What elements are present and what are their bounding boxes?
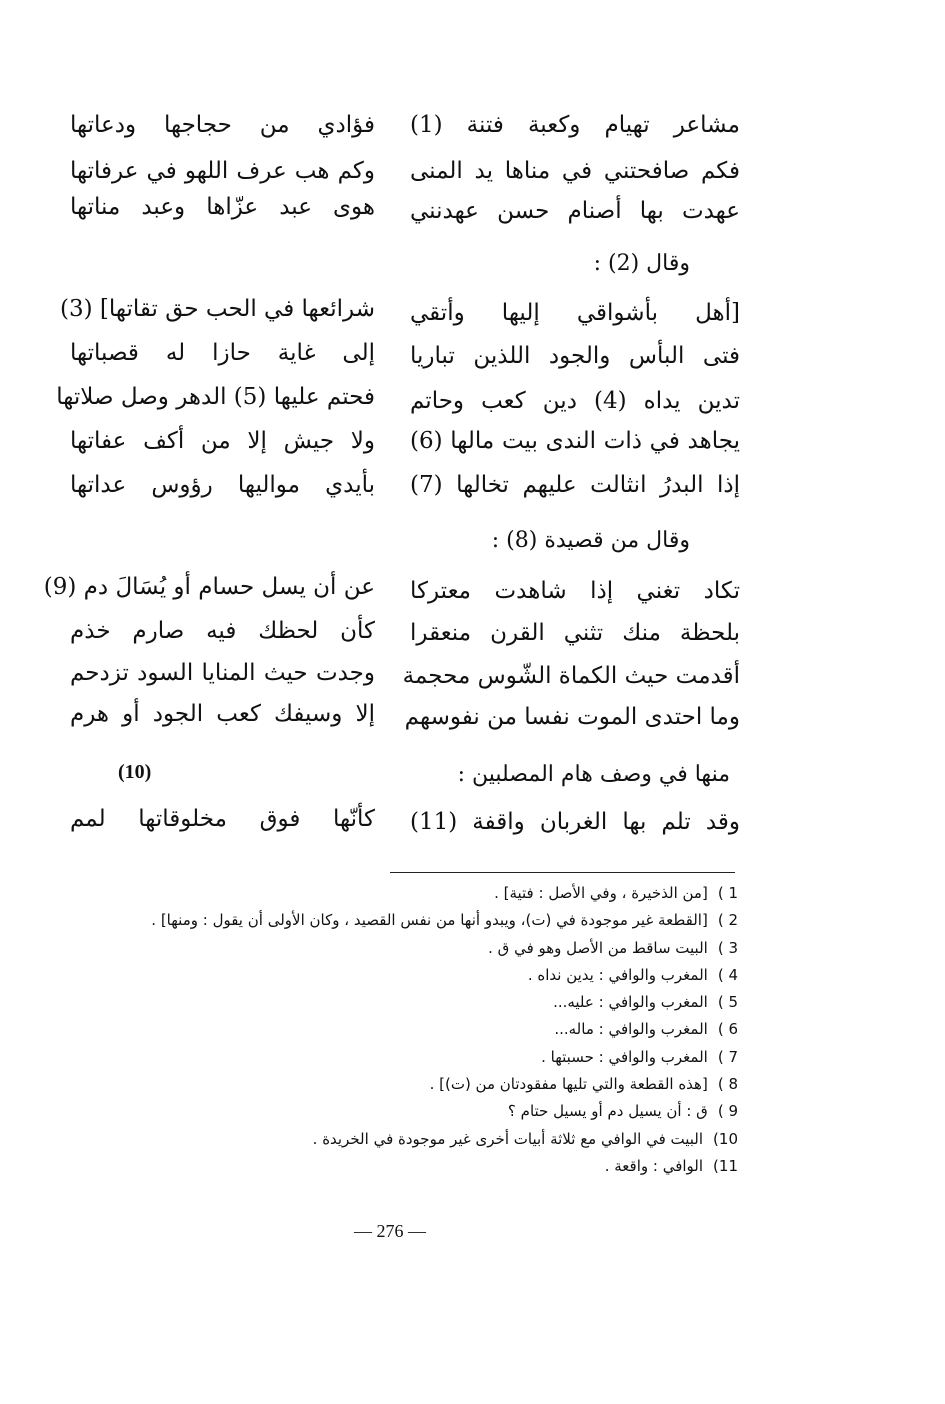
verse-first-hemistich: وما احتدى الموت نفسا من نفوسهم — [404, 704, 740, 730]
verse-second-hemistich: إلى غاية حازا له قصباتها — [70, 340, 375, 366]
footnote-number: 4 ) — [717, 965, 738, 984]
verse-second-hemistich: وكم هب عرف اللهو في عرفاتها — [70, 158, 375, 184]
verse-second-hemistich: بأيدي مواليها رؤوس عداتها — [70, 472, 375, 498]
footnote — [18, 907, 738, 934]
verse-second-hemistich: هوى عبد عزّاها وعبد مناتها — [70, 194, 375, 220]
footnote-text: المغرب والوافي : يدين نداه . — [527, 965, 708, 984]
footnote-number: 2 ) — [717, 911, 738, 930]
footnote-text: البيت في الوافي مع ثلاثة أبيات أخرى غير موجودة في الخريدة . — [312, 1129, 704, 1148]
verse-second-hemistich: عن أن يسل حسام أو يُسَالَ دم (9) — [43, 574, 375, 600]
verse-first-hemistich: [أهل بأشواقي إليها وأتقي — [410, 300, 740, 326]
footnote-number: 8 ) — [717, 1075, 738, 1094]
footnote-number: 7 ) — [717, 1047, 738, 1066]
footnote — [18, 1153, 738, 1180]
footnote-text: [القطعة غير موجودة في (ت)، ويبدو أنها من نفس القصيد ، وكان الأولى أن يقول : ومنها] . — [151, 911, 708, 930]
footnote-number: 10) — [713, 1129, 738, 1148]
footnote-text: [من الذخيرة ، وفي الأصل : فتية] . — [494, 884, 708, 902]
verse-second-hemistich: إلا وسيفك كعب الجود أو هرم — [70, 701, 375, 727]
footnote-text: [هذه القطعة والتي تليها مفقودتان من (ت)] . — [429, 1075, 708, 1094]
footnote-text: المغرب والوافي : ماله... — [554, 1020, 708, 1039]
footnote-number: 1 ) — [717, 884, 738, 902]
footnote — [18, 1044, 738, 1071]
footnote-separator — [390, 872, 735, 873]
footnote-number: 11) — [713, 1156, 738, 1175]
poem-intro: وقال من قصيدة (8) : — [491, 528, 690, 553]
verse-first-hemistich: فكم صافحتني في مناها يد المنى — [410, 158, 740, 184]
footnote-marker: (10) — [118, 761, 152, 783]
footnote-number: 6 ) — [717, 1020, 738, 1039]
footnote-text: البيت ساقط من الأصل وهو في ق . — [488, 938, 708, 957]
footnote-number: 9 ) — [717, 1102, 738, 1121]
footnote-text: الوافي : واقعة . — [604, 1156, 704, 1175]
footnote-text: ق : أن يسيل دم أو يسيل حتام ؟ — [507, 1102, 708, 1121]
footnote — [18, 1071, 738, 1098]
footnote-number: 5 ) — [717, 993, 738, 1012]
verse-first-hemistich: أقدمت حيث الكماة الشّوس محجمة — [402, 663, 740, 689]
poem-intro: وقال (2) : — [593, 251, 690, 276]
verse-first-hemistich: إذا البدرُ انثالت عليهم تخالها (7) — [410, 472, 740, 498]
verse-first-hemistich: بلحظة منك تثني القرن منعقرا — [410, 620, 740, 646]
footnote — [18, 935, 738, 962]
verse-first-hemistich: عهدت بها أصنام حسن عهدنني — [410, 198, 740, 224]
poem-intro: منها في وصف هام المصلبين : — [457, 762, 730, 787]
footnote — [18, 1098, 738, 1125]
verse-second-hemistich: كأنّها فوق مخلوقاتها لمم — [70, 806, 375, 832]
verse-second-hemistich: ولا جيش إلا من أكف عفاتها — [70, 428, 375, 454]
footnote-text: المغرب والوافي : عليه... — [553, 993, 708, 1012]
verse-first-hemistich: وقد تلم بها الغربان واقفة (11) — [410, 809, 740, 835]
footnotes — [18, 880, 738, 1180]
footnote-number: 3 ) — [717, 938, 738, 957]
verse-first-hemistich: فتى البأس والجود اللذين تباريا — [410, 343, 740, 369]
footnote — [18, 989, 738, 1016]
verse-first-hemistich: تكاد تغني إذا شاهدت معتركا — [410, 578, 740, 604]
verse-second-hemistich: شرائعها في الحب حق تقاتها] (3) — [59, 296, 375, 322]
footnote — [18, 1126, 738, 1153]
footnote — [18, 880, 738, 907]
footnote — [18, 1016, 738, 1043]
footnote-text: المغرب والوافي : حسبتها . — [541, 1047, 708, 1066]
verse-second-hemistich: فحتم عليها (5) الدهر وصل صلاتها — [56, 384, 375, 410]
footnote — [18, 962, 738, 989]
verse-second-hemistich: وجدت حيث المنايا السود تزدحم — [70, 660, 375, 686]
page-number: — 276 — — [354, 1221, 426, 1241]
verse-first-hemistich: تدين يداه (4) دين كعب وحاتم — [410, 388, 740, 414]
verse-second-hemistich: فؤادي من حجاجها ودعاتها — [70, 112, 375, 138]
verse-first-hemistich: يجاهد في ذات الندى بيت مالها (6) — [410, 428, 740, 454]
verse-first-hemistich: مشاعر تهيام وكعبة فتنة (1) — [410, 112, 740, 138]
verse-second-hemistich: كأن لحظك فيه صارم خذم — [70, 618, 375, 644]
